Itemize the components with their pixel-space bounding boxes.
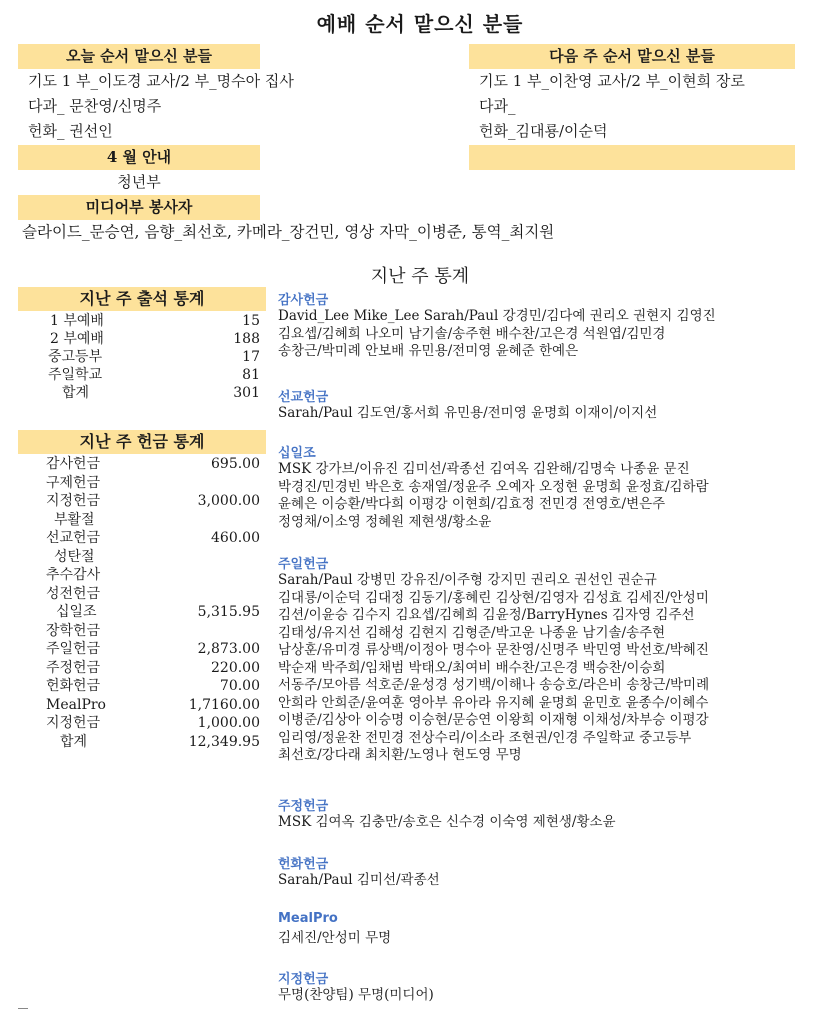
- donor-line: 김션/이윤승 김수지 김요셉/김혜희 김윤정/BarryHynes 김자영 김주선: [278, 607, 695, 623]
- donor-section-body: [278, 930, 391, 948]
- donor-section-title: MealPro: [278, 911, 338, 926]
- offering-value: 3,000.00: [197, 493, 260, 509]
- donor-line: Sarah/Paul 김도연/홍서희 유민용/전미영 윤명희 이재이/이지선: [278, 405, 658, 421]
- attendance-row: [50, 330, 260, 348]
- donor-line: MSK 강가브/이유진 김미선/곽종선 김여옥 김완해/김명숙 나종윤 문진: [278, 461, 690, 477]
- offering-row: [46, 474, 260, 492]
- donor-line: 남상훈/유미경 류상백/이정아 명수아 문찬영/신명주 박민영 박선호/박혜진: [278, 642, 709, 658]
- attendance-value: 301: [233, 385, 260, 401]
- attendance-label: 합계: [62, 385, 90, 401]
- attendance-header: 지난 주 출석 통계: [18, 287, 266, 311]
- attendance-label: 주일학교: [48, 367, 103, 383]
- offering-label: 선교헌금: [46, 530, 101, 546]
- offering-row: [54, 511, 260, 529]
- attendance-row: [48, 348, 260, 366]
- offering-value: 220.00: [211, 659, 260, 676]
- offering-row: [46, 529, 260, 547]
- offering-label: MealPro: [46, 696, 106, 713]
- offering-value: 1,7160.00: [188, 696, 260, 713]
- offering-label: 구제헌금: [46, 474, 101, 491]
- donor-section-body: [278, 308, 716, 361]
- donor-section-title: 주정헌금: [278, 799, 329, 814]
- donor-line: 김세진/안성미 무명: [278, 930, 392, 946]
- offering-label: 헌화헌금: [46, 678, 101, 694]
- donor-line: MSK 김여옥 김충만/송호은 신수경 이숙영 제현생/황소윤: [278, 814, 616, 830]
- offering-label: 합계: [60, 733, 88, 750]
- donor-section-body: [278, 872, 440, 890]
- attendance-row: [62, 384, 260, 402]
- offering-label: 지정헌금: [46, 715, 101, 731]
- offering-header: 지난 주 헌금 통계: [18, 430, 266, 454]
- donor-section-title: 주일헌금: [278, 557, 329, 572]
- offering-label: 장학헌금: [46, 622, 101, 639]
- donor-line: Sarah/Paul 김미선/곽종선: [278, 872, 440, 888]
- stats-title: 지난 주 통계: [370, 266, 470, 287]
- april-header: 4 월 안내: [18, 145, 260, 170]
- offering-label: 성전헌금: [46, 585, 101, 602]
- donor-line: 안희라 안희준/윤여훈 영아부 유아라 유지혜 윤명희 윤민호 윤종수/이혜수: [278, 694, 709, 711]
- donor-line: 무명(찬양팀) 무명(미디어): [278, 987, 434, 1003]
- offering-value: 2,873.00: [197, 641, 260, 657]
- attendance-value: 81: [242, 367, 260, 383]
- donor-line: 김태성/유지선 김해성 김현지 김형준/박고운 나종윤 남기솔/송주현: [278, 624, 666, 641]
- donor-section-body: [278, 572, 709, 765]
- page-title: 예배 순서 맡으신 분들: [316, 12, 524, 36]
- donor-line: 송창근/박미례 안보배 유민용/전미영 윤혜준 한예은: [278, 343, 579, 359]
- donor-line: 이병준/김상아 이승명 이승현/문승연 이왕희 이재형 이채성/차부승 이평강: [278, 712, 709, 728]
- offering-row: [46, 566, 260, 584]
- donor-line: 윤혜은 이승환/박다희 이평강 이현희/김효정 전민경 전영호/변은주: [278, 496, 666, 512]
- donor-section-title: 십일조: [278, 446, 316, 461]
- donor-line: 서동주/모아름 석호준/윤성경 성기백/이해나 송승호/라은비 송창근/박미례: [278, 677, 710, 693]
- next-week-flowers: 헌화_김대룡/이순덕: [479, 122, 608, 140]
- offering-row: [46, 696, 260, 714]
- offering-row: [54, 548, 260, 566]
- attendance-value: 17: [242, 349, 260, 365]
- offering-value: 12,349.95: [188, 733, 260, 750]
- attendance-label: 중고등부: [48, 349, 103, 365]
- donor-section-body: [278, 405, 657, 423]
- today-prayer: 기도 1 부_이도경 교사/2 부_명수아 집사: [28, 72, 294, 90]
- donor-line: David_Lee Mike_Lee Sarah/Paul 강경민/김다예 권리오 권현지 김영진: [278, 308, 716, 324]
- attendance-value: 15: [242, 313, 260, 329]
- offering-label: 성탄절: [54, 548, 95, 565]
- donor-line: Sarah/Paul 강병민 강유진/이주형 강지민 권리오 권선인 권순규: [278, 572, 657, 588]
- offering-value: 695.00: [211, 456, 260, 472]
- donor-section-title: 지정헌금: [278, 972, 329, 987]
- attendance-label: 2 부예배: [50, 331, 104, 347]
- next-week-refreshments: 다과_: [479, 97, 516, 115]
- offering-row: [46, 714, 260, 732]
- donor-section-body: [278, 987, 434, 1005]
- offering-row: [46, 492, 260, 510]
- donor-line: 임리영/정윤찬 전민경 전상수리/이소라 조현권/인경 주일학교 중고등부: [278, 729, 692, 746]
- offering-label: 추수감사: [46, 567, 101, 583]
- offering-value: 5,315.95: [197, 604, 260, 620]
- donor-section-body: [278, 461, 709, 531]
- next-week-header: 다음 주 순서 맡으신 분들: [469, 44, 795, 69]
- today-refreshments: 다과_ 문찬영/신명주: [28, 97, 162, 115]
- offering-value: 1,000.00: [197, 715, 260, 731]
- divider: [18, 1008, 28, 1009]
- offering-label: 감사헌금: [46, 456, 101, 472]
- donor-section-title: 감사헌금: [278, 293, 329, 308]
- donor-line: 박경진/민경빈 박은호 송재열/정윤주 오예자 오정현 윤명희 윤정효/김하람: [278, 478, 709, 495]
- offering-row: [46, 677, 260, 695]
- offering-value: 460.00: [211, 530, 260, 546]
- offering-row: [46, 585, 260, 603]
- media-header: 미디어부 봉사자: [18, 195, 260, 220]
- offering-label: 주일헌금: [46, 641, 101, 657]
- donor-line: 박순재 박주희/임채범 박태오/최여비 배수찬/고은경 백승찬/이승희: [278, 659, 666, 676]
- today-header: 오늘 순서 맡으신 분들: [18, 44, 260, 69]
- offering-row: [46, 622, 260, 640]
- donor-section-title: 헌화헌금: [278, 857, 329, 872]
- offering-label: 십일조: [56, 604, 97, 620]
- next-week-prayer: 기도 1 부_이찬영 교사/2 부_이현희 장로: [479, 72, 745, 90]
- offering-row: [56, 603, 260, 621]
- donor-line: 정영채/이소영 정혜원 제현생/황소윤: [278, 513, 492, 530]
- attendance-row: [48, 366, 260, 384]
- donor-line: 최선호/강다래 최치환/노영나 현도영 무명: [278, 747, 522, 763]
- today-flowers: 헌화_ 권선인: [28, 122, 113, 140]
- offering-label: 주정헌금: [46, 659, 101, 676]
- offering-row: [46, 640, 260, 658]
- offering-label: 지정헌금: [46, 493, 101, 509]
- donor-section-body: [278, 814, 616, 832]
- offering-row: [46, 455, 260, 473]
- media-text: 슬라이드_문승연, 음향_최선호, 카메라_장건민, 영상 자막_이병준, 통역_최지원: [22, 223, 555, 241]
- offering-row: [46, 659, 260, 677]
- april-text: 청년부: [117, 173, 161, 191]
- attendance-label: 1 부예배: [50, 313, 104, 329]
- donor-section-title: 선교헌금: [278, 390, 329, 405]
- donor-line: 김요셉/김혜희 나오미 남기솔/송주현 배수찬/고은경 석원엽/김민경: [278, 325, 666, 342]
- attendance-row: [50, 312, 260, 330]
- next-week-empty-band: [469, 145, 795, 170]
- offering-value: 70.00: [219, 678, 260, 694]
- offering-row: [60, 733, 260, 751]
- offering-label: 부활절: [54, 511, 95, 528]
- donor-line: 김대룡/이순덕 김대정 김동기/홍혜린 김상현/김영자 김성효 김세진/안성미: [278, 589, 709, 606]
- attendance-value: 188: [233, 331, 260, 347]
